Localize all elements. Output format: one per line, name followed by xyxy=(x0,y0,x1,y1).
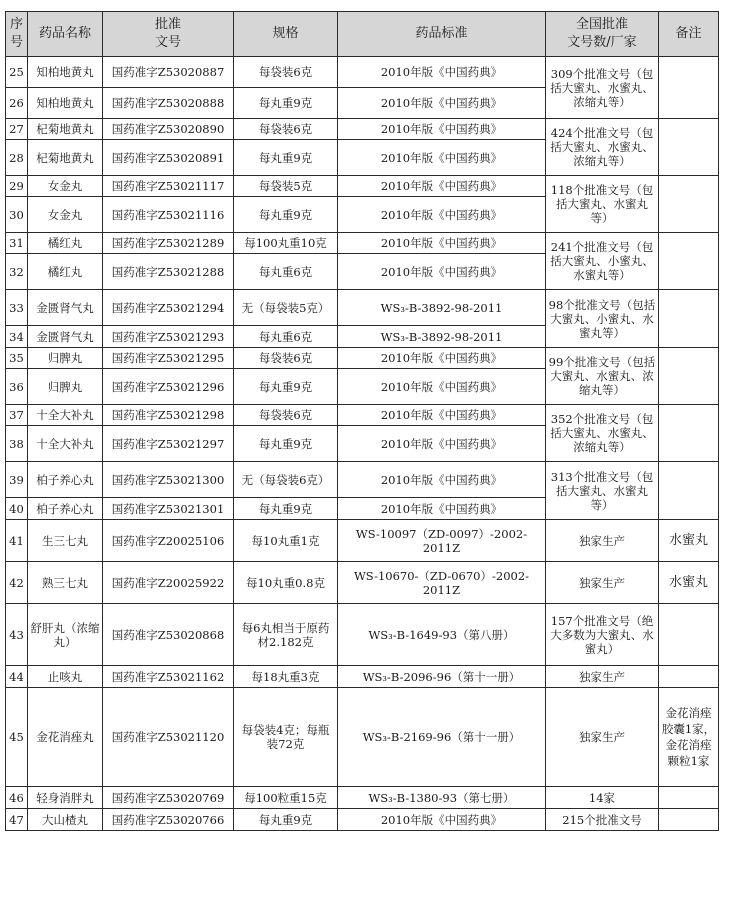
cell-approval: 国药准字Z53020868 xyxy=(103,604,234,666)
cell-standard: WS-10670-（ZD-0670）-2002-2011Z xyxy=(338,562,546,604)
cell-no: 41 xyxy=(6,520,28,562)
header-no xyxy=(6,12,28,57)
cell-name: 女金丸 xyxy=(28,176,103,197)
cell-approval: 国药准字Z53020887 xyxy=(103,57,234,88)
cell-count: 424个批准文号（包括大蜜丸、水蜜丸、浓缩丸等） xyxy=(546,119,659,176)
cell-standard: 2010年版《中国药典》 xyxy=(338,426,546,462)
cell-count: 独家生产 xyxy=(546,562,659,604)
table-row xyxy=(6,666,719,688)
cell-count: 352个批准文号（包括大蜜丸、水蜜丸、浓缩丸等） xyxy=(546,405,659,462)
cell-note xyxy=(659,787,719,809)
cell-standard: WS-10097（ZD-0097）-2002-2011Z xyxy=(338,520,546,562)
cell-standard: WS₃-B-2096-96（第十一册） xyxy=(338,666,546,688)
drug-table-container xyxy=(5,11,719,831)
table-row xyxy=(6,233,719,254)
cell-no: 32 xyxy=(6,254,28,290)
cell-note: 金花消痤胶囊1家，金花消痤颗粒1家 xyxy=(659,688,719,787)
cell-spec: 每袋装6克 xyxy=(234,57,338,88)
table-row xyxy=(6,176,719,197)
cell-approval: 国药准字Z53021297 xyxy=(103,426,234,462)
cell-standard: 2010年版《中国药典》 xyxy=(338,254,546,290)
cell-no: 27 xyxy=(6,119,28,140)
cell-name: 女金丸 xyxy=(28,197,103,233)
cell-count: 309个批准文号（包括大蜜丸、水蜜丸、浓缩丸等） xyxy=(546,57,659,119)
cell-approval: 国药准字Z53020769 xyxy=(103,787,234,809)
cell-spec: 每丸重9克 xyxy=(234,498,338,520)
cell-approval: 国药准字Z53021162 xyxy=(103,666,234,688)
cell-spec: 无（每袋装6克） xyxy=(234,462,338,498)
cell-name: 金花消痤丸 xyxy=(28,688,103,787)
cell-standard: 2010年版《中国药典》 xyxy=(338,140,546,176)
table-row xyxy=(6,462,719,498)
cell-spec: 每丸重9克 xyxy=(234,88,338,119)
cell-approval: 国药准字Z53021300 xyxy=(103,462,234,498)
cell-spec: 每丸重9克 xyxy=(234,140,338,176)
cell-note: 水蜜丸 xyxy=(659,520,719,562)
cell-approval: 国药准字Z53020891 xyxy=(103,140,234,176)
cell-count: 215个批准文号 xyxy=(546,809,659,831)
cell-approval: 国药准字Z53021296 xyxy=(103,369,234,405)
cell-spec: 每100粒重15克 xyxy=(234,787,338,809)
cell-approval: 国药准字Z53021288 xyxy=(103,254,234,290)
cell-name: 舒肝丸（浓缩丸） xyxy=(28,604,103,666)
cell-spec: 每10丸重1克 xyxy=(234,520,338,562)
cell-count: 241个批准文号（包括大蜜丸、小蜜丸、水蜜丸等） xyxy=(546,233,659,290)
cell-no: 39 xyxy=(6,462,28,498)
header-note: 备注 xyxy=(659,12,719,57)
cell-name: 轻身消胖丸 xyxy=(28,787,103,809)
cell-count: 独家生产 xyxy=(546,666,659,688)
cell-note xyxy=(659,119,719,176)
cell-name: 归脾丸 xyxy=(28,369,103,405)
cell-name: 止咳丸 xyxy=(28,666,103,688)
cell-no: 47 xyxy=(6,809,28,831)
table-row xyxy=(6,604,719,666)
cell-approval: 国药准字Z53020888 xyxy=(103,88,234,119)
cell-no: 36 xyxy=(6,369,28,405)
cell-name: 十全大补丸 xyxy=(28,405,103,426)
cell-standard: 2010年版《中国药典》 xyxy=(338,369,546,405)
table-row xyxy=(6,562,719,604)
cell-standard: 2010年版《中国药典》 xyxy=(338,348,546,369)
drug-table xyxy=(5,11,719,831)
cell-spec: 每丸重6克 xyxy=(234,326,338,348)
table-row xyxy=(6,119,719,140)
header-standard: 药品标准 xyxy=(338,12,546,57)
table-row xyxy=(6,787,719,809)
cell-approval: 国药准字Z53021293 xyxy=(103,326,234,348)
header-name: 药品名称 xyxy=(28,12,103,57)
cell-no: 37 xyxy=(6,405,28,426)
cell-note xyxy=(659,604,719,666)
cell-count: 14家 xyxy=(546,787,659,809)
cell-count: 独家生产 xyxy=(546,520,659,562)
cell-spec: 每袋装6克 xyxy=(234,119,338,140)
table-row xyxy=(6,348,719,369)
cell-no: 28 xyxy=(6,140,28,176)
cell-name: 杞菊地黄丸 xyxy=(28,140,103,176)
cell-name: 知柏地黄丸 xyxy=(28,57,103,88)
cell-note xyxy=(659,809,719,831)
cell-name: 知柏地黄丸 xyxy=(28,88,103,119)
header-count-label: 全国批准 文号数/厂家 xyxy=(567,17,637,50)
cell-count: 118个批准文号（包括大蜜丸、水蜜丸等） xyxy=(546,176,659,233)
cell-no: 44 xyxy=(6,666,28,688)
cell-name: 橘红丸 xyxy=(28,254,103,290)
cell-approval: 国药准字Z20025106 xyxy=(103,520,234,562)
cell-no: 26 xyxy=(6,88,28,119)
cell-name: 生三七丸 xyxy=(28,520,103,562)
cell-spec: 每100丸重10克 xyxy=(234,233,338,254)
cell-standard: WS₃-B-3892-98-2011 xyxy=(338,326,546,348)
cell-approval: 国药准字Z53021120 xyxy=(103,688,234,787)
cell-spec: 每袋装6克 xyxy=(234,348,338,369)
cell-note xyxy=(659,462,719,520)
cell-count: 99个批准文号（包括大蜜丸、水蜜丸、浓缩丸等） xyxy=(546,348,659,405)
cell-name: 橘红丸 xyxy=(28,233,103,254)
cell-name: 金匮肾气丸 xyxy=(28,290,103,326)
cell-approval: 国药准字Z53021117 xyxy=(103,176,234,197)
cell-no: 38 xyxy=(6,426,28,462)
cell-standard: 2010年版《中国药典》 xyxy=(338,119,546,140)
cell-spec: 每丸重9克 xyxy=(234,809,338,831)
cell-standard: WS₃-B-1649-93（第八册） xyxy=(338,604,546,666)
cell-note xyxy=(659,666,719,688)
cell-standard: 2010年版《中国药典》 xyxy=(338,233,546,254)
header-spec: 规格 xyxy=(234,12,338,57)
table-row xyxy=(6,809,719,831)
cell-name: 柏子养心丸 xyxy=(28,498,103,520)
table-row xyxy=(6,57,719,88)
cell-spec: 每10丸重0.8克 xyxy=(234,562,338,604)
header-approval-label: 批准 文号 xyxy=(154,17,181,50)
table-row xyxy=(6,405,719,426)
cell-spec: 每18丸重3克 xyxy=(234,666,338,688)
cell-name: 杞菊地黄丸 xyxy=(28,119,103,140)
cell-approval: 国药准字Z53021298 xyxy=(103,405,234,426)
cell-spec: 每6丸相当于原药材2.182克 xyxy=(234,604,338,666)
header-count xyxy=(546,12,659,57)
cell-approval: 国药准字Z53021301 xyxy=(103,498,234,520)
cell-no: 43 xyxy=(6,604,28,666)
cell-no: 40 xyxy=(6,498,28,520)
cell-note xyxy=(659,233,719,290)
cell-standard: WS₃-B-2169-96（第十一册） xyxy=(338,688,546,787)
cell-spec: 每丸重9克 xyxy=(234,197,338,233)
cell-no: 45 xyxy=(6,688,28,787)
table-row xyxy=(6,290,719,326)
cell-no: 35 xyxy=(6,348,28,369)
cell-spec: 每袋装5克 xyxy=(234,176,338,197)
cell-no: 42 xyxy=(6,562,28,604)
cell-approval: 国药准字Z53020890 xyxy=(103,119,234,140)
cell-note xyxy=(659,290,719,348)
cell-note xyxy=(659,57,719,119)
cell-count: 98个批准文号（包括大蜜丸、小蜜丸、水蜜丸等） xyxy=(546,290,659,348)
cell-approval: 国药准字Z20025922 xyxy=(103,562,234,604)
cell-note xyxy=(659,176,719,233)
cell-no: 31 xyxy=(6,233,28,254)
cell-standard: WS₃-B-1380-93（第七册） xyxy=(338,787,546,809)
cell-no: 34 xyxy=(6,326,28,348)
cell-no: 33 xyxy=(6,290,28,326)
table-header-row xyxy=(6,12,719,57)
cell-standard: 2010年版《中国药典》 xyxy=(338,197,546,233)
header-no-label: 序 号 xyxy=(9,17,23,50)
cell-standard: 2010年版《中国药典》 xyxy=(338,498,546,520)
cell-spec: 每丸重6克 xyxy=(234,254,338,290)
cell-spec: 每袋装4克；每瓶装72克 xyxy=(234,688,338,787)
cell-approval: 国药准字Z53021294 xyxy=(103,290,234,326)
cell-standard: 2010年版《中国药典》 xyxy=(338,176,546,197)
cell-count: 313个批准文号（包括大蜜丸、水蜜丸等） xyxy=(546,462,659,520)
cell-name: 十全大补丸 xyxy=(28,426,103,462)
cell-standard: 2010年版《中国药典》 xyxy=(338,88,546,119)
cell-name: 大山楂丸 xyxy=(28,809,103,831)
cell-spec: 无（每袋装5克） xyxy=(234,290,338,326)
cell-standard: 2010年版《中国药典》 xyxy=(338,462,546,498)
cell-no: 29 xyxy=(6,176,28,197)
cell-name: 金匮肾气丸 xyxy=(28,326,103,348)
cell-approval: 国药准字Z53021295 xyxy=(103,348,234,369)
cell-no: 25 xyxy=(6,57,28,88)
cell-spec: 每袋装6克 xyxy=(234,405,338,426)
cell-name: 柏子养心丸 xyxy=(28,462,103,498)
cell-standard: 2010年版《中国药典》 xyxy=(338,57,546,88)
cell-approval: 国药准字Z53021116 xyxy=(103,197,234,233)
cell-approval: 国药准字Z53021289 xyxy=(103,233,234,254)
cell-name: 熟三七丸 xyxy=(28,562,103,604)
cell-standard: 2010年版《中国药典》 xyxy=(338,405,546,426)
cell-spec: 每丸重9克 xyxy=(234,426,338,462)
cell-approval: 国药准字Z53020766 xyxy=(103,809,234,831)
cell-standard: 2010年版《中国药典》 xyxy=(338,809,546,831)
cell-count: 独家生产 xyxy=(546,688,659,787)
cell-name: 归脾丸 xyxy=(28,348,103,369)
cell-count: 157个批准文号（绝大多数为大蜜丸、水蜜丸） xyxy=(546,604,659,666)
cell-standard: WS₃-B-3892-98-2011 xyxy=(338,290,546,326)
cell-spec: 每丸重9克 xyxy=(234,369,338,405)
cell-note xyxy=(659,348,719,405)
table-row xyxy=(6,520,719,562)
cell-note: 水蜜丸 xyxy=(659,562,719,604)
cell-note xyxy=(659,405,719,462)
table-row xyxy=(6,688,719,787)
header-approval xyxy=(103,12,234,57)
cell-no: 30 xyxy=(6,197,28,233)
cell-no: 46 xyxy=(6,787,28,809)
